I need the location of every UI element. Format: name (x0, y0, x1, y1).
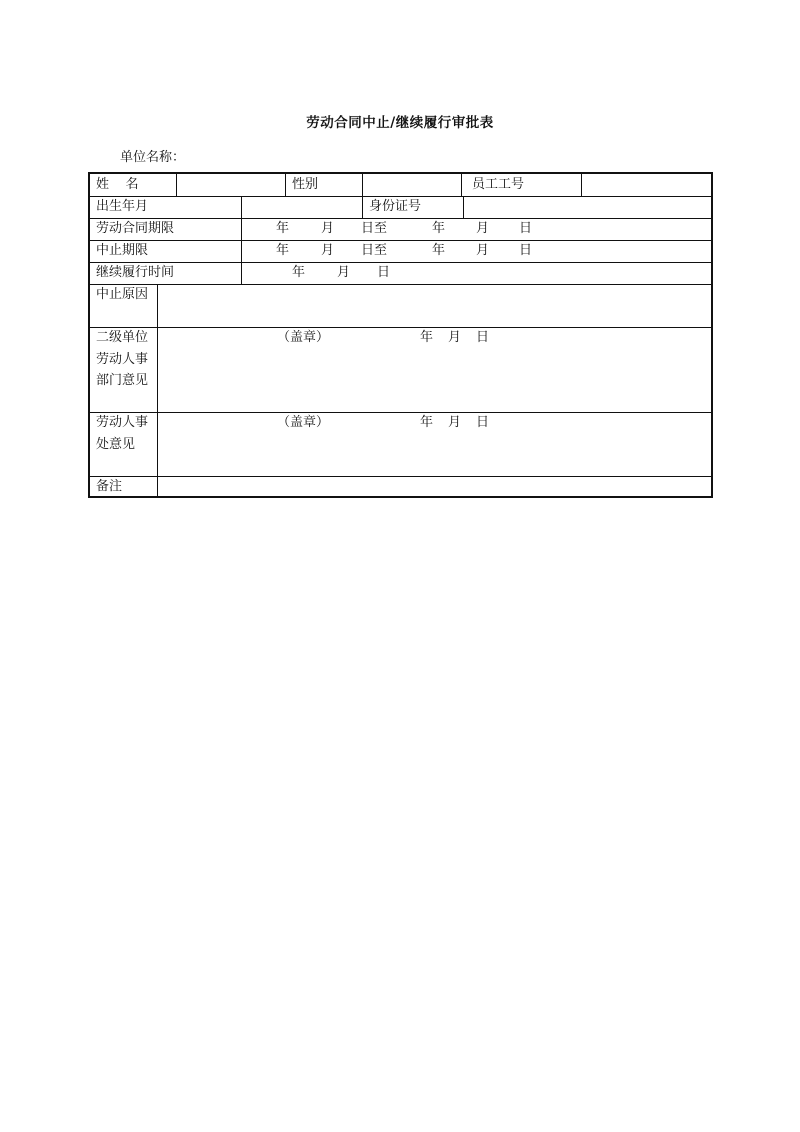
hr-dept-day-text: 日 (476, 415, 490, 430)
unit-hr-year-text: 年 (420, 330, 434, 345)
suspension-reason-field[interactable] (158, 284, 713, 327)
suspension-end-day-text: 日 (519, 243, 533, 258)
row-unit-hr-opinion (90, 327, 711, 413)
contract-start-month-text: 月 (321, 221, 335, 236)
contract-start-day-to-text: 日至 (361, 221, 388, 236)
row-resume-date (90, 262, 711, 285)
suspension-reason-label: 中止原因 (90, 284, 158, 327)
hr-dept-year-text: 年 (420, 415, 434, 430)
gender-field[interactable] (363, 174, 462, 196)
row-suspension-term (90, 240, 711, 263)
row-basic-info (90, 174, 711, 197)
row-remarks (90, 476, 711, 498)
unit-hr-day-text: 日 (476, 330, 490, 345)
resume-day-text: 日 (377, 265, 391, 280)
contract-end-month-text: 月 (476, 221, 490, 236)
row-contract-term (90, 218, 711, 241)
birth-date-field[interactable] (242, 196, 363, 218)
hr-dept-month-text: 月 (448, 415, 462, 430)
resume-date-field[interactable] (242, 262, 713, 284)
hr-dept-opinion-label: 劳动人事处意见 (90, 412, 158, 476)
suspension-term-label: 中止期限 (90, 240, 242, 262)
contract-term-field[interactable] (242, 218, 713, 240)
suspension-start-day-to-text: 日至 (361, 243, 388, 258)
hr-dept-seal-text: （盖章） (277, 415, 330, 430)
contract-end-year-text: 年 (432, 221, 446, 236)
unit-hr-opinion-label: 二级单位劳动人事部门意见 (90, 327, 158, 412)
unit-hr-seal-text: （盖章） (277, 330, 330, 345)
employee-number-field[interactable] (582, 174, 713, 196)
suspension-term-field[interactable] (242, 240, 713, 262)
suspension-start-year-text: 年 (276, 243, 290, 258)
row-suspension-reason (90, 284, 711, 328)
contract-term-label: 劳动合同期限 (90, 218, 242, 240)
suspension-start-month-text: 月 (321, 243, 335, 258)
id-number-label: 身份证号 (363, 196, 464, 218)
remarks-field[interactable] (158, 476, 713, 498)
gender-label: 性别 (286, 174, 363, 196)
contract-start-year-text: 年 (276, 221, 290, 236)
unit-hr-month-text: 月 (448, 330, 462, 345)
unit-name-label: 单位名称： (120, 150, 186, 165)
birth-date-label: 出生年月 (90, 196, 242, 218)
resume-year-text: 年 (292, 265, 306, 280)
name-label: 姓 名 (90, 174, 177, 196)
remarks-label: 备注 (90, 476, 158, 498)
unit-hr-opinion-field[interactable] (158, 327, 713, 412)
form-title: 劳动合同中止/继续履行审批表 (306, 115, 494, 131)
suspension-end-month-text: 月 (476, 243, 490, 258)
name-field[interactable] (177, 174, 286, 196)
id-number-field[interactable] (464, 196, 713, 218)
contract-end-day-text: 日 (519, 221, 533, 236)
suspension-end-year-text: 年 (432, 243, 446, 258)
row-birth-id (90, 196, 711, 219)
row-hr-dept-opinion (90, 412, 711, 477)
employee-number-label: 员工工号 (462, 174, 582, 196)
resume-month-text: 月 (337, 265, 351, 280)
resume-date-label: 继续履行时间 (90, 262, 242, 284)
hr-dept-opinion-field[interactable] (158, 412, 713, 476)
approval-form-table (88, 172, 713, 498)
